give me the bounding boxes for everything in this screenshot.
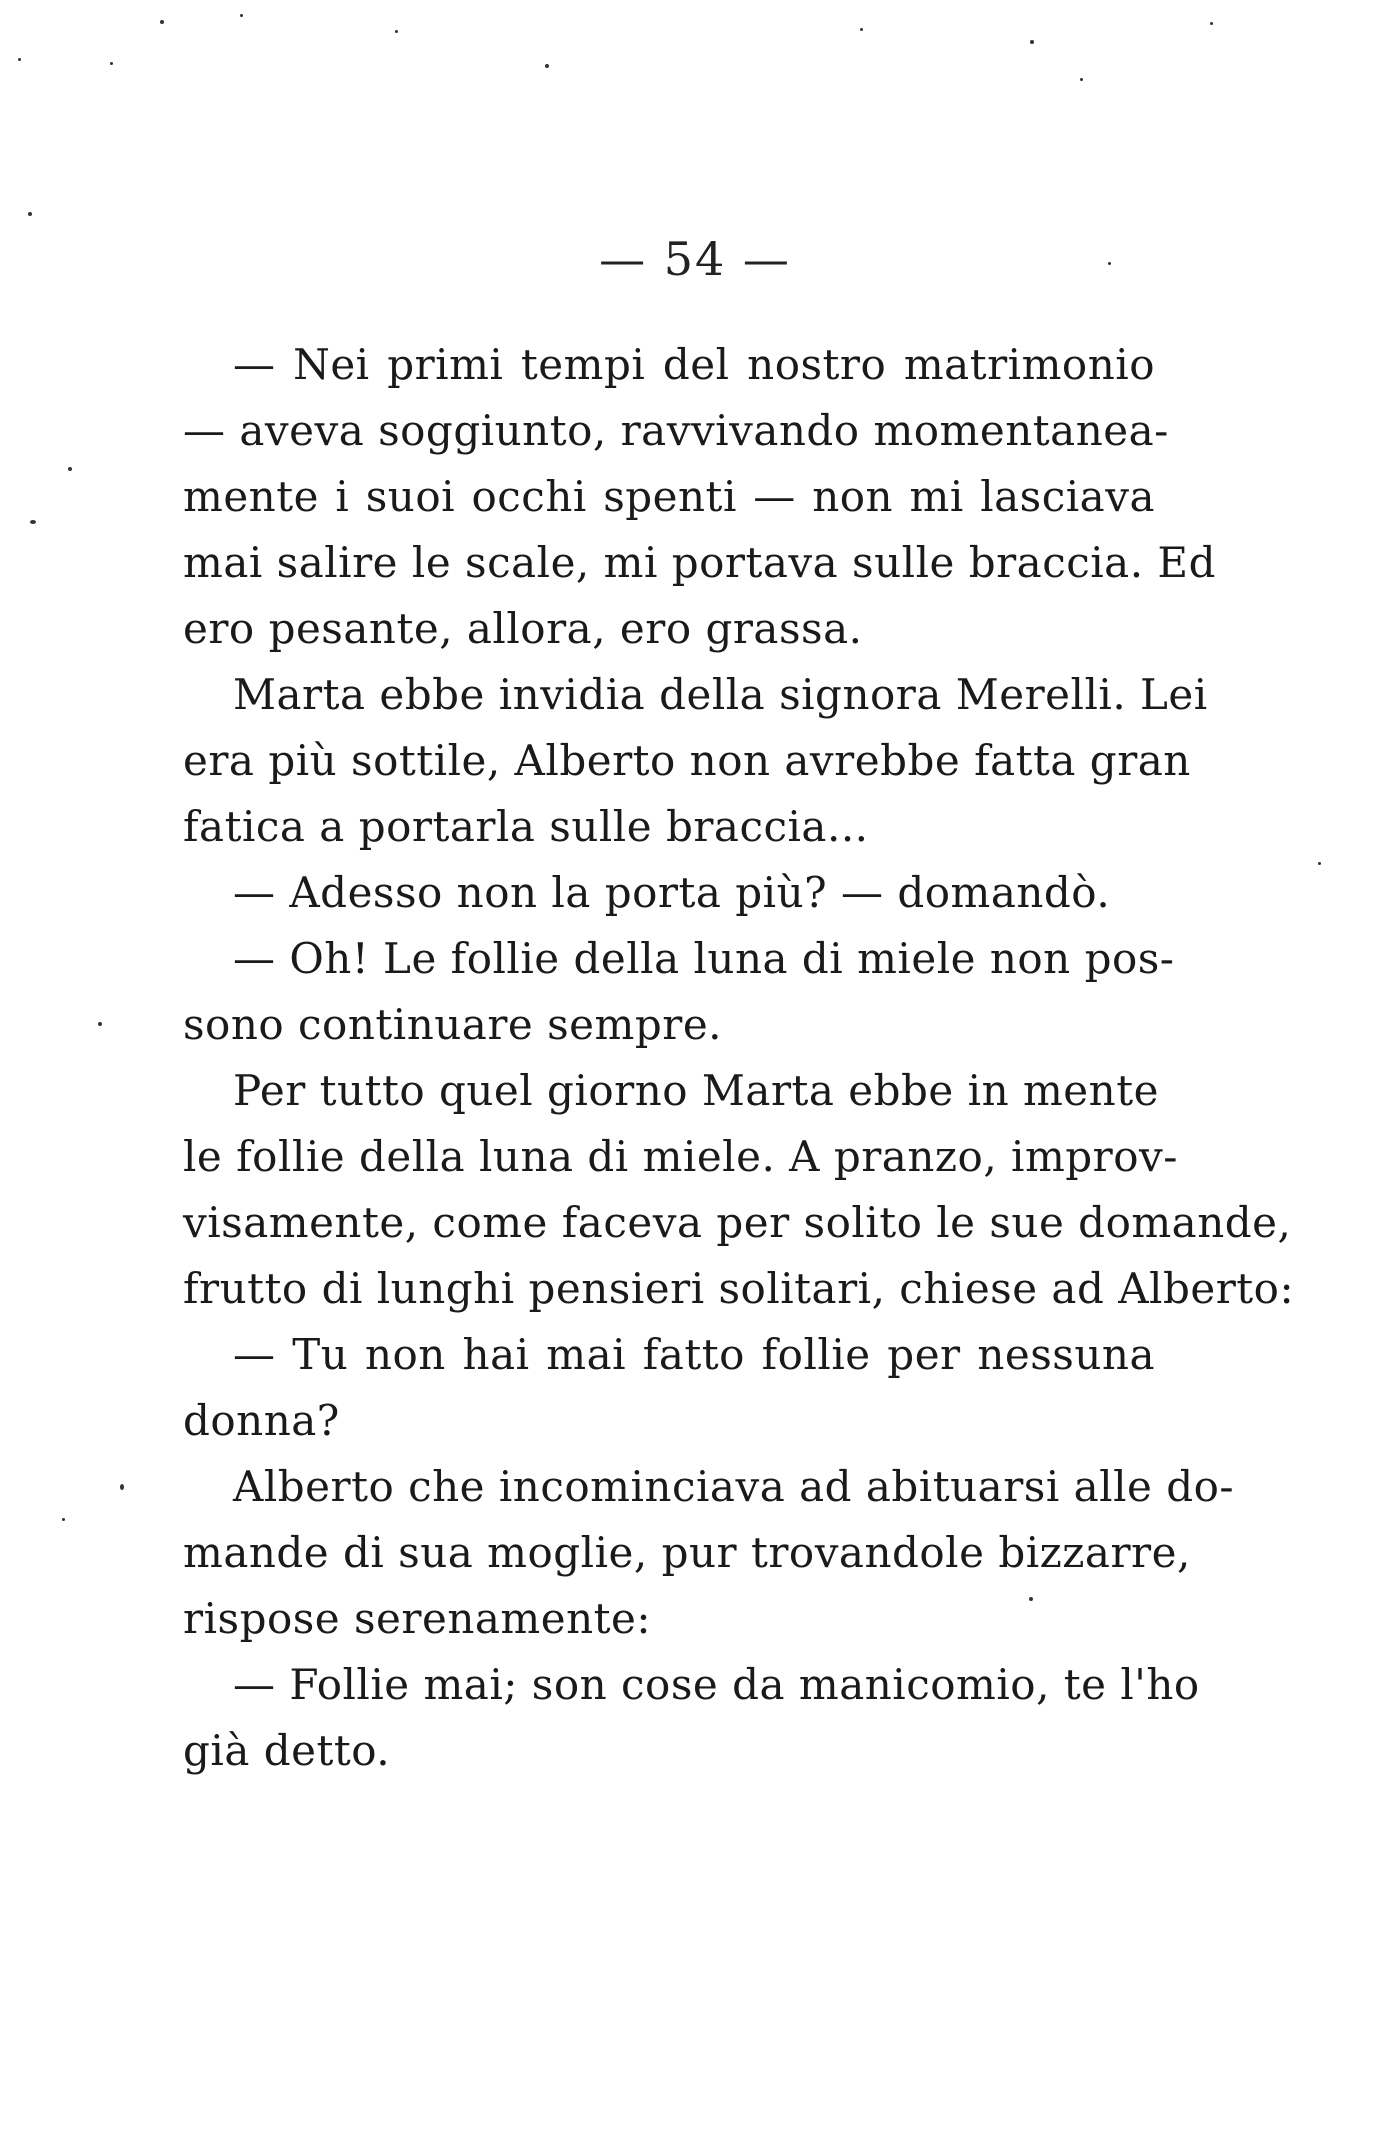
text-line: era più sottile, Alberto non avrebbe fatta gran [183,736,1191,785]
scan-speck [68,467,72,471]
scan-speck [120,1484,124,1490]
text-line: — Adesso non la porta più? — domandò. [233,868,1111,917]
text-line: — Tu non hai mai fatto follie per nessuna [233,1330,1155,1379]
text-line: visamente, come faceva per solito le sue domande, [183,1198,1292,1247]
scan-speck [240,14,243,17]
scan-speck [28,212,32,216]
body-text [183,332,1295,1784]
text-line: Alberto che incominciava ad abituarsi alle do- [233,1462,1235,1511]
text-line: — Nei primi tempi del nostro matrimonio [233,340,1155,389]
text-line: — Follie mai; son cose da manicomio, te l'ho [233,1660,1200,1709]
scan-speck [98,1022,102,1026]
scan-speck [1210,22,1213,25]
text-line: — Oh! Le follie della luna di miele non pos- [233,934,1175,983]
scan-speck [30,520,36,524]
text-line: — aveva soggiunto, ravvivando momentanea- [183,406,1169,455]
text-line: donna? [183,1396,340,1445]
text-line: rispose serenamente: [183,1594,652,1643]
text-line: Marta ebbe invidia della signora Merelli. Lei [233,670,1208,719]
text-line: le follie della luna di miele. A pranzo, improv- [183,1132,1178,1181]
scan-speck [18,58,21,61]
text-line: fatica a portarla sulle braccia... [183,802,869,851]
scan-speck [1318,862,1321,865]
text-line: mande di sua moglie, pur trovandole bizzarre, [183,1528,1191,1577]
text-line: sono continuare sempre. [183,1000,723,1049]
page-number: — 54 — [599,232,791,286]
scan-speck [395,30,398,33]
scan-speck [860,28,863,31]
text-line: Per tutto quel giorno Marta ebbe in mente [233,1066,1159,1115]
scan-speck [1080,78,1083,81]
text-line: mente i suoi occhi spenti — non mi lasciava [183,472,1155,521]
scan-speck [545,64,549,68]
scan-speck [1030,40,1034,44]
text-line: frutto di lunghi pensieri solitari, chiese ad Alberto: [183,1264,1295,1313]
scan-speck [62,1518,65,1521]
text-line: ero pesante, allora, ero grassa. [183,604,863,653]
text-line: già detto. [183,1726,391,1775]
scan-speck [110,62,113,65]
scan-speck [160,20,164,24]
text-line: mai salire le scale, mi portava sulle braccia. Ed [183,538,1216,587]
